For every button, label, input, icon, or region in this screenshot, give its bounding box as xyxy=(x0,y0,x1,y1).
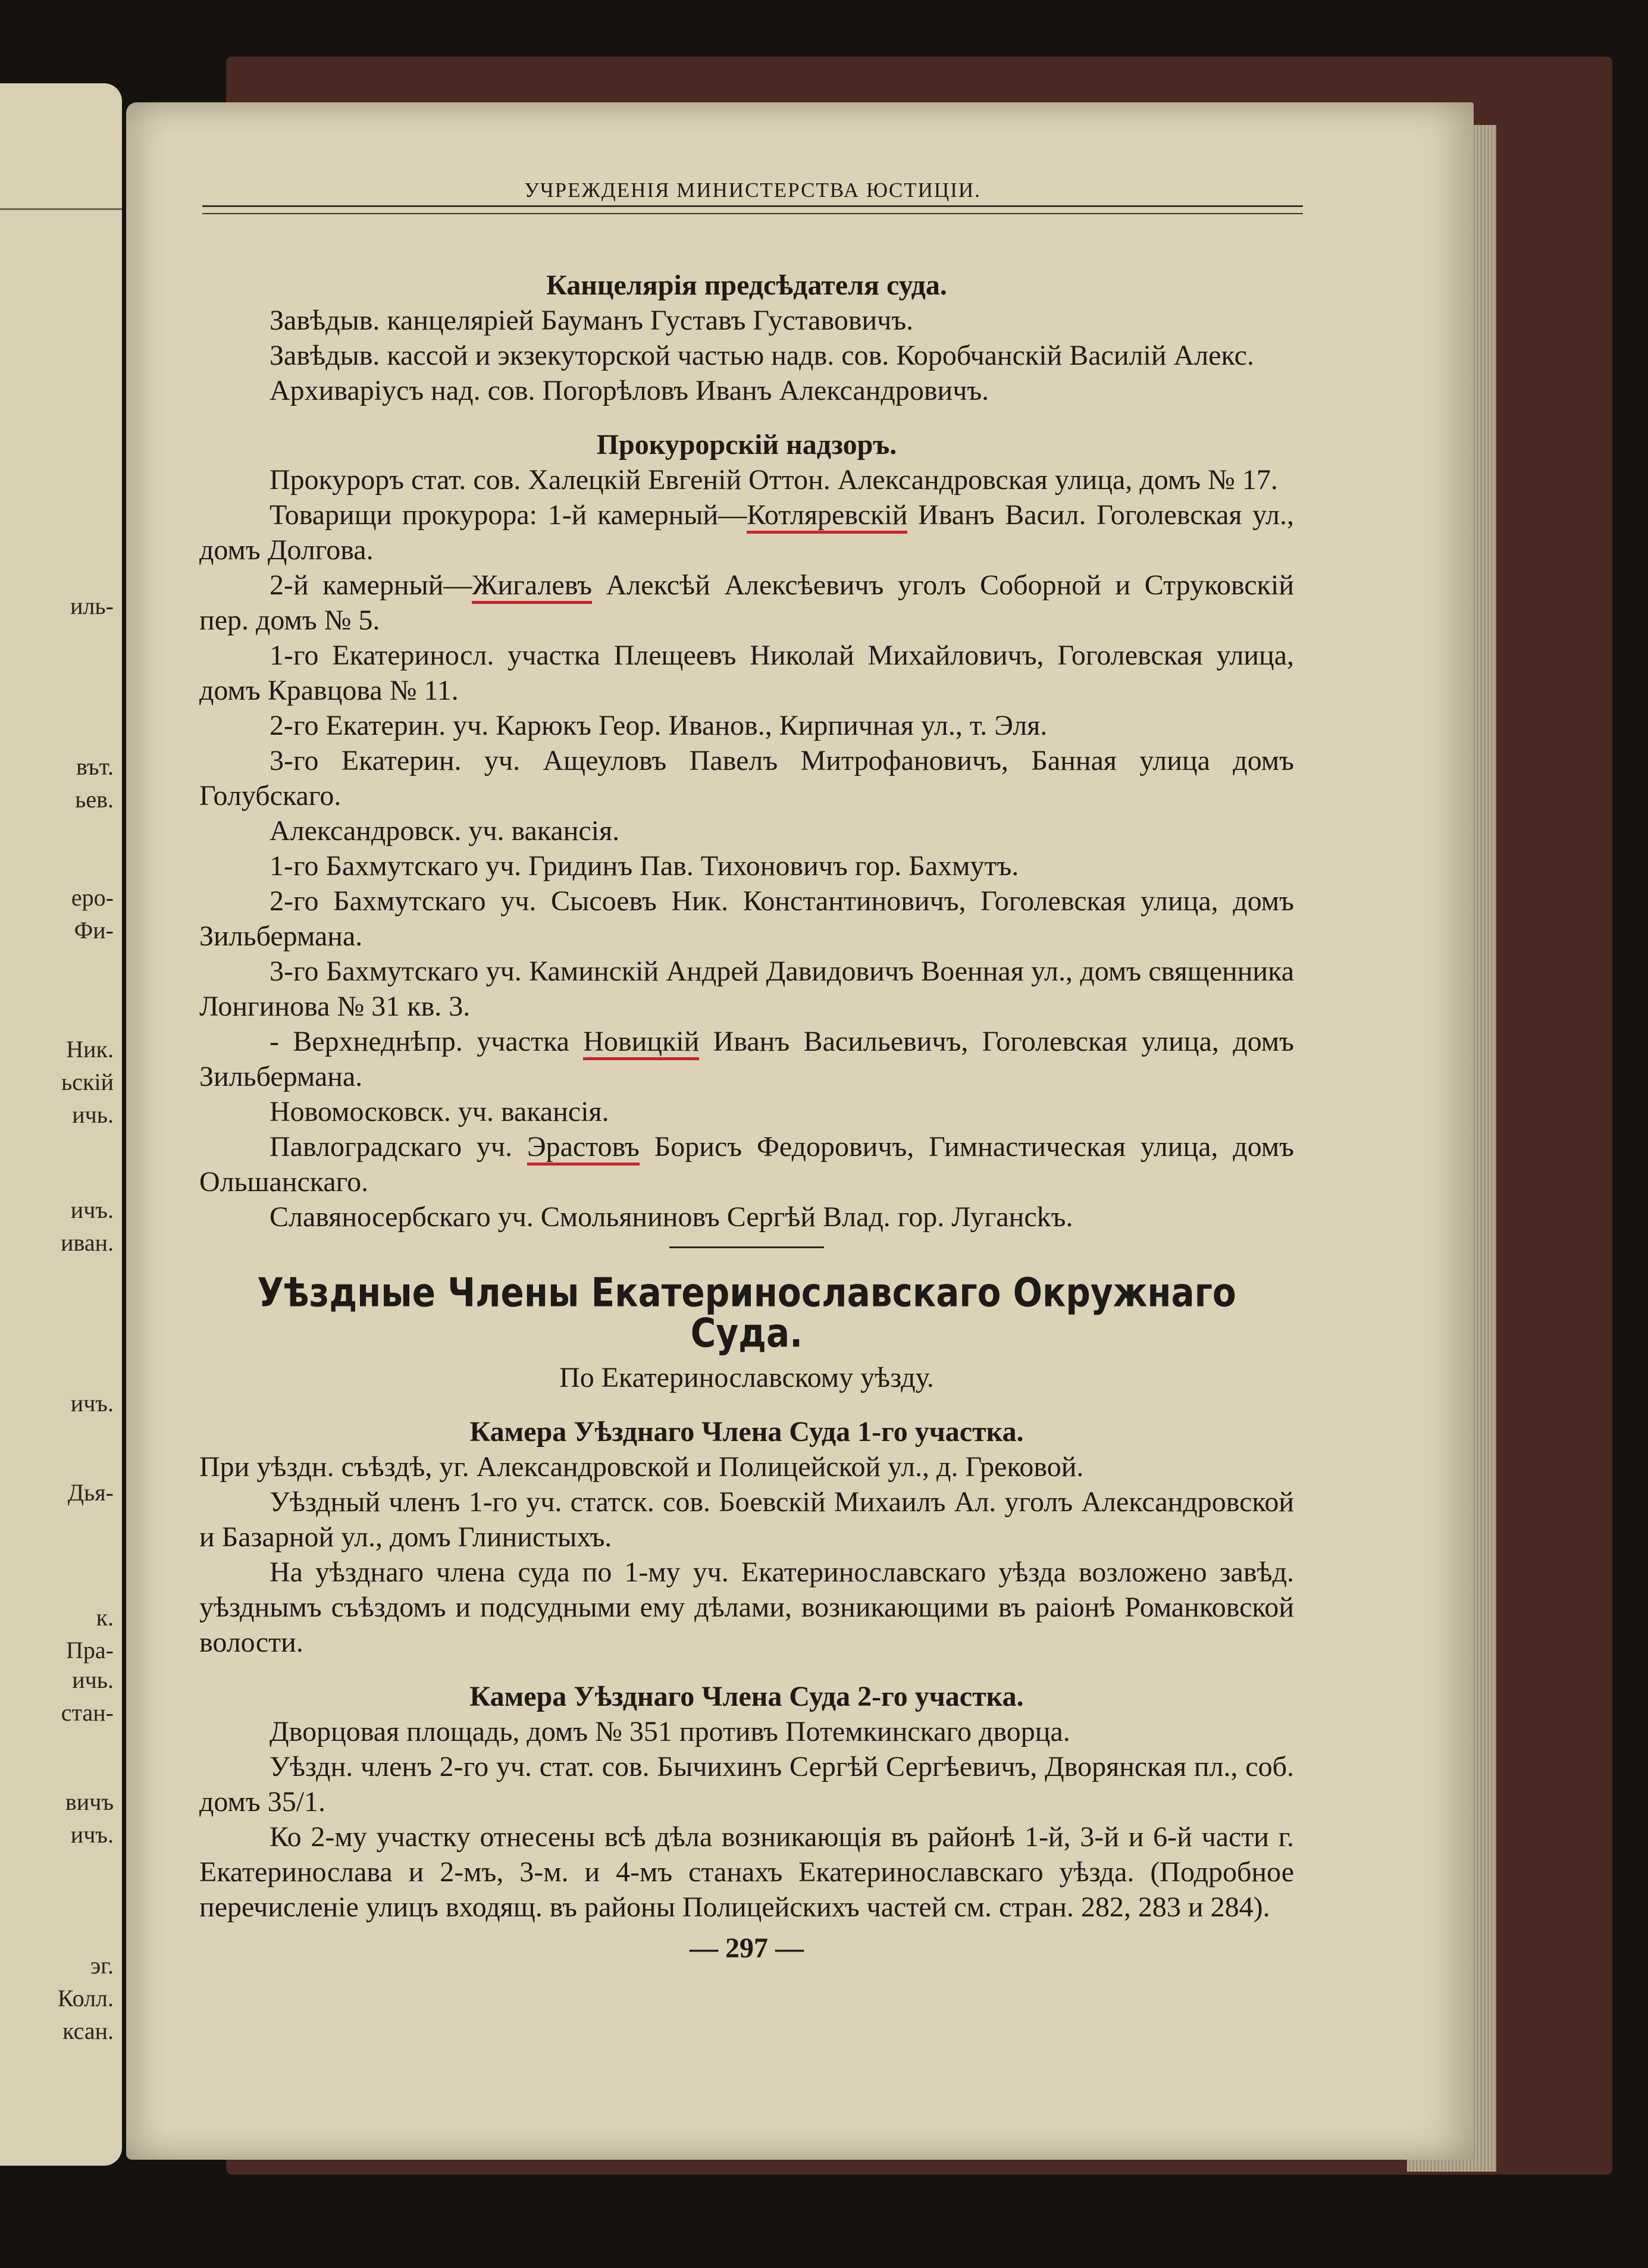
paragraph xyxy=(199,568,1294,638)
chamber-title-1: Камера Уѣзднаго Члена Суда 1-го участка. xyxy=(469,1416,1024,1448)
section-separator xyxy=(669,1246,824,1248)
paragraph: Александровск. уч. вакансія. xyxy=(270,815,620,847)
stub: ичъ. xyxy=(70,1390,114,1417)
paragraph: 3-го Екатерин. уч. Ащеуловъ Павелъ Митрофановичъ, Банная улица домъ Голубскаго. xyxy=(199,745,1294,812)
chamber-title-2: Камера Уѣзднаго Члена Суда 2-го участка. xyxy=(469,1681,1024,1712)
underlined-name: Котляревскій xyxy=(747,499,907,534)
stub: Дья- xyxy=(67,1479,114,1506)
paragraph: Новомосковск. уч. вакансія. xyxy=(270,1096,609,1127)
text: Павлоградскаго уч. xyxy=(270,1131,527,1163)
paragraph: Завѣдыв. канцеляріей Бауманъ Густавъ Густавовичъ. xyxy=(270,305,914,336)
stub: вичъ xyxy=(65,1788,114,1815)
paragraph: 2-го Бахмутскаго уч. Сысоевъ Ник. Константиновичъ, Гоголевская улица, домъ Зильбермана. xyxy=(199,885,1294,952)
text: Иванъ Васильевичъ, Гоголевская улица, домъ Зильбермана. xyxy=(199,1026,1294,1092)
subtitle: По Екатеринославскому уѣзду. xyxy=(559,1362,934,1393)
stub: ичь. xyxy=(72,1101,114,1128)
left-page xyxy=(0,83,122,2166)
paragraph: Завѣдыв. кассой и экзекуторской частью надв. сов. Коробчанскій Василій Алекс. xyxy=(270,340,1254,371)
paragraph: 3-го Бахмутскаго уч. Каминскій Андрей Давидовичъ Военная ул., домъ священника Лонгинова № 31 кв. 3. xyxy=(199,956,1294,1022)
paragraph: Уѣздный членъ 1-го уч. статск. сов. Боевскій Михаилъ Ал. уголъ Александровской и Базарной ул., домъ Глинистыхъ. xyxy=(199,1486,1294,1553)
underlined-name: Жигалевъ xyxy=(472,569,592,604)
stub: стан- xyxy=(61,1699,114,1726)
stub: ичъ. xyxy=(70,1821,114,1848)
stub: ичь. xyxy=(72,1666,114,1693)
page-number: — 297 — xyxy=(690,1932,804,1964)
header-rule xyxy=(202,205,1303,214)
paragraph: Славяносербскаго уч. Смольяниновъ Сергѣй Влад. гор. Лугансkъ. xyxy=(270,1201,1073,1233)
text: Борисъ Федоровичъ, Гимнастическая улица, домъ Ольшанскаго. xyxy=(199,1131,1295,1198)
stub: Колл. xyxy=(57,1985,114,2012)
underlined-name: Эрастовъ xyxy=(527,1131,640,1166)
paragraph: 2-го Екатерин. уч. Карюкъ Геор. Иванов., Кирпичная ул., т. Эля. xyxy=(270,710,1048,741)
stub: Ник. xyxy=(66,1036,114,1063)
stub: ксан. xyxy=(62,2018,114,2044)
stub: Пра- xyxy=(66,1637,114,1664)
stub: иль- xyxy=(70,593,114,619)
paragraph: Дворцовая площадь, домъ № 351 противъ Потемкинскаго дворца. xyxy=(270,1716,1070,1747)
running-header: УЧРЕЖДЕНІЯ МИНИСТЕРСТВА ЮСТИЦІИ. xyxy=(524,178,981,202)
paragraph xyxy=(199,1024,1294,1094)
stub: еро- xyxy=(71,884,114,911)
stub: иван. xyxy=(61,1229,114,1256)
underlined-name: Новицкій xyxy=(583,1026,699,1060)
text: Иванъ Васил. Гоголевская ул., домъ Долгова. xyxy=(199,499,1294,566)
stub: вът. xyxy=(76,753,114,780)
paragraph: 1-го Екатериносл. участка Плещеевъ Николай Михайловичъ, Гоголевская улица, домъ Кравцова № 11. xyxy=(199,640,1294,706)
stub: ьев. xyxy=(75,786,114,813)
stub: эг. xyxy=(90,1952,114,1979)
paragraph: При уѣздн. съѣздѣ, уг. Александровской и Полицейской ул., д. Грековой. xyxy=(199,1451,1084,1483)
paragraph: Архиваріусъ над. сов. Погорѣловъ Иванъ Александровичъ. xyxy=(270,375,989,406)
left-page-rule xyxy=(0,208,122,210)
paragraph: Прокуроръ стат. сов. Халецкій Евгеній Оттон. Александровская улица, домъ № 17. xyxy=(270,464,1278,496)
section-title-district-members: Уѣздные Члены Екатеринославскаго Окружнаго Суда. xyxy=(257,1269,1236,1357)
text: - Верхнеднѣпр. участка xyxy=(270,1026,584,1057)
paragraph: Ко 2-му участку отнесены всѣ дѣла возникающія въ районѣ 1-й, 3-й и 6-й части г. Екатеринослава и 2-мъ, 3-м. и 4-мъ станахъ Екатеринославскаго уѣзда. (Подробное перечисленіе улицъ входящ. въ районы Полицейскихъ частей см. стран. 282, 283 и 284). xyxy=(199,1821,1294,1923)
stub: ичъ. xyxy=(70,1196,114,1223)
paragraph: 1-го Бахмутскаго уч. Гридинъ Пав. Тихоновичъ гор. Бахмутъ. xyxy=(270,850,1019,882)
section-title-chancellery: Канцелярія предсѣдателя суда. xyxy=(546,270,947,301)
stub: Фи- xyxy=(74,917,114,944)
stub: к. xyxy=(96,1604,114,1631)
section-title-prosecutor: Прокурорскій надзоръ. xyxy=(596,429,897,461)
paragraph xyxy=(199,1129,1294,1199)
text: Товарищи прокурора: 1-й камерный— xyxy=(270,499,747,531)
page-content xyxy=(199,268,1294,1994)
paragraph: Уѣздн. членъ 2-го уч. стат. сов. Бычихинъ Сергѣй Сергѣевичъ, Дворянская пл., соб. домъ 35/1. xyxy=(199,1751,1294,1818)
stub: ьскій xyxy=(61,1069,114,1095)
text: Алексѣй Алексѣевичъ уголъ Соборной и Струковскій пер. домъ № 5. xyxy=(199,569,1295,636)
paragraph xyxy=(199,497,1294,568)
text: 2-й камерный— xyxy=(270,569,472,601)
paragraph: На уѣзднаго члена суда по 1-му уч. Екатеринославскаго уѣзда возложено завѣд. уѣзднымъ съѣздомъ и подсудными ему дѣлами, возникающими въ раіонѣ Романковской волости. xyxy=(199,1556,1294,1658)
